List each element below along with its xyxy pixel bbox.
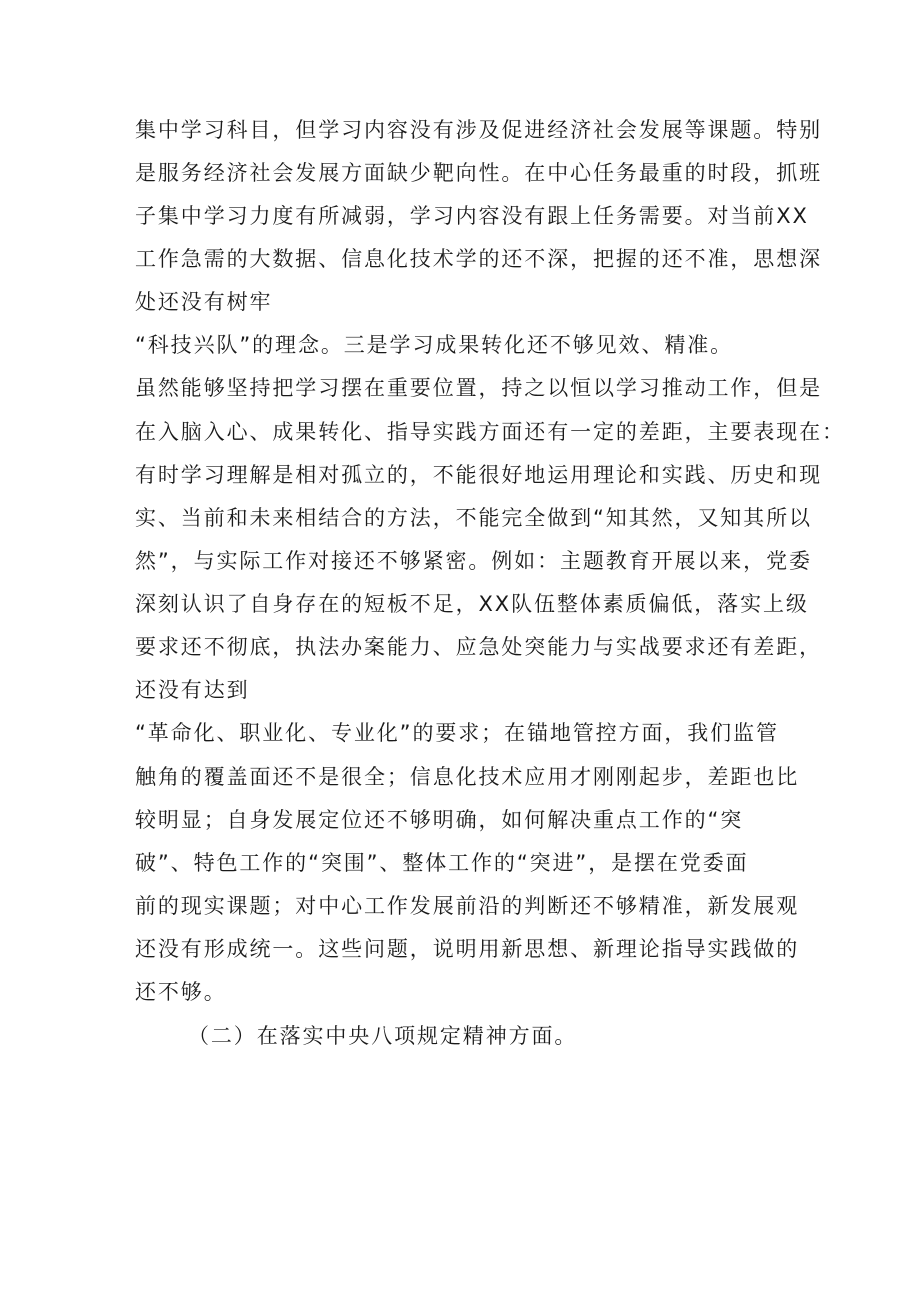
paragraph-line-18: 破”、特色工作的“突围”、整体工作的“突进”，是摆在党委面 [135, 851, 749, 875]
paragraph-line-2: 是服务经济社会发展方面缺少靶向性。在中心任务最重的时段，抓班 [135, 161, 822, 185]
paragraph-line-8: 在入脑入心、成果转化、指导实践方面还有一定的差距，主要表现在： [135, 420, 845, 444]
section-heading: （二）在落实中央八项规定精神方面。 [188, 1024, 578, 1048]
paragraph-line-14: 还没有达到 [135, 678, 250, 702]
paragraph-line-17: 较明显；自身发展定位还不够明确，如何解决重点工作的“突 [135, 808, 744, 832]
paragraph-line-12: 深刻认识了自身存在的短板不足，XX队伍整体素质偏低，落实上级 [135, 592, 809, 616]
paragraph-line-13: 要求还不彻底，执法办案能力、应急处突能力与实战要求还有差距， [135, 635, 822, 659]
paragraph-line-21: 还不够。 [135, 980, 227, 1004]
paragraph-line-9: 有时学习理解是相对孤立的，不能很好地运用理论和实践、历史和现 [135, 463, 822, 487]
paragraph-line-16: 触角的覆盖面还不是很全；信息化技术应用才刚刚起步，差距也比 [135, 765, 800, 789]
paragraph-line-20: 还没有形成统一。这些问题，说明用新思想、新理论指导实践做的 [135, 937, 800, 961]
paragraph-line-6: “科技兴队”的理念。三是学习成果转化还不够见效、精准。 [135, 333, 734, 357]
paragraph-line-19: 前的现实课题；对中心工作发展前沿的判断还不够精准，新发展观 [135, 894, 800, 918]
paragraph-line-1: 集中学习科目，但学习内容没有涉及促进经济社会发展等课题。特别 [135, 118, 822, 142]
paragraph-line-7: 虽然能够坚持把学习摆在重要位置，持之以恒以学习推动工作，但是 [135, 376, 822, 400]
paragraph-line-10: 实、当前和未来相结合的方法，不能完全做到“知其然，又知其所以 [135, 506, 812, 530]
paragraph-line-11: 然”，与实际工作对接还不够紧密。例如：主题教育开展以来，党委 [135, 549, 812, 573]
paragraph-line-4: 工作急需的大数据、信息化技术学的还不深，把握的还不准，思想深 [135, 247, 822, 271]
paragraph-line-15: “革命化、职业化、专业化”的要求；在锚地管控方面，我们监管 [135, 721, 779, 745]
paragraph-line-3: 子集中学习力度有所减弱，学习内容没有跟上任务需要。对当前XX [135, 204, 809, 228]
paragraph-line-5: 处还没有树牢 [135, 290, 273, 314]
